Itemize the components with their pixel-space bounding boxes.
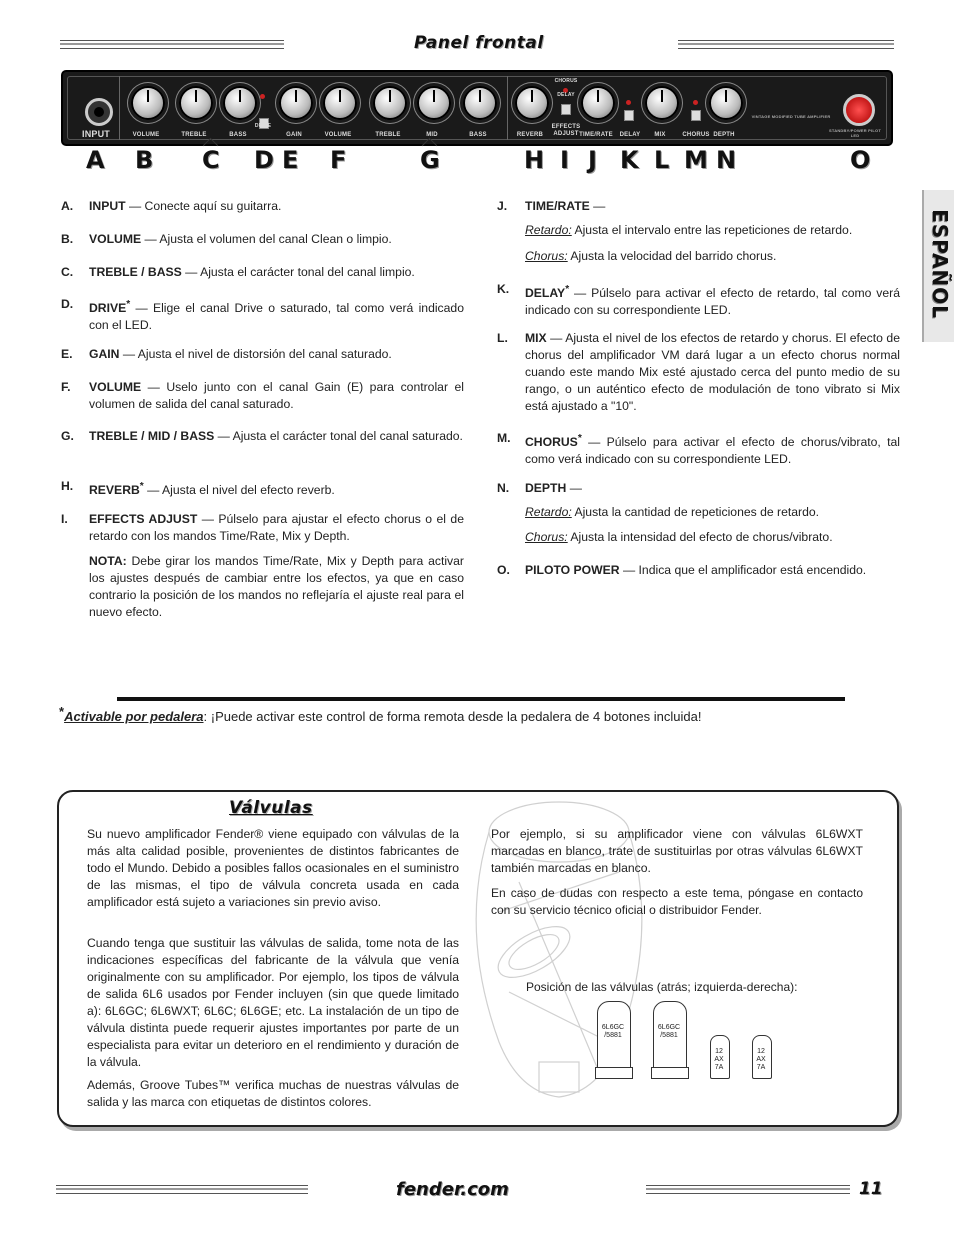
- item-name: CHORUS: [525, 435, 578, 450]
- effects-adjust-button-icon: [561, 104, 571, 115]
- callout-letter: K: [620, 146, 639, 174]
- knob-icon: [709, 86, 743, 120]
- knob-icon: [581, 86, 615, 120]
- item-key: E.: [61, 347, 73, 361]
- item-description: — Ajusta el volumen del canal Clean o limpio.: [141, 232, 392, 246]
- item-name: MIX: [525, 331, 547, 345]
- callout-letter: E: [282, 146, 299, 174]
- item-description: — Ajusta el nivel de los efectos de retardo y chorus. El efecto de chorus del amplificador VM dará lugar a un efecto chorus normal cuando este mando Mix esté ajustado cerca del punto medio de su rango, o un auténtico efecto de modulación de tono vibrato si Mix está ajustado a "10".: [525, 331, 900, 413]
- item-name: TREBLE / MID / BASS: [89, 429, 215, 443]
- callout-letter: M: [684, 146, 708, 174]
- input-label: INPUT: [82, 129, 110, 139]
- item-key: C.: [61, 265, 74, 279]
- item-key: N.: [497, 481, 510, 495]
- tubes-paragraph: Su nuevo amplificador Fender® viene equipado con válvulas de la más alta calidad posible, provenientes de distintos fabricantes de todo el Mundo. Debido a posibles fallos ocasionales en el suministro de las mismas, el tipo de válvula concreta usada en cada amplificador está sujeto a variaciones sin previo aviso.: [87, 827, 459, 909]
- callout-letter: F: [330, 146, 347, 174]
- delay-led-label: DELAY: [557, 92, 575, 98]
- knob-icon: [463, 86, 497, 120]
- knob-label: TIME/RATE: [579, 132, 613, 138]
- chorus-led-icon: [693, 100, 698, 105]
- tube-position-label: Posición de las válvulas (atrás; izquierda-derecha):: [526, 980, 798, 994]
- callout-letter: N: [716, 146, 737, 174]
- tubes-paragraph: Además, Groove Tubes™ verifica muchas de nuestras válvulas de salida y las marca con etiquetas de distintos colores.: [87, 1078, 459, 1109]
- knob-label: MIX: [654, 132, 666, 138]
- item-description: — Ajusta el nivel de distorsión del canal saturado.: [119, 347, 392, 361]
- item-name: INPUT: [89, 199, 126, 213]
- item-name: TIME/RATE: [525, 199, 590, 213]
- item-description: — Ajusta el carácter tonal del canal limpio.: [181, 265, 415, 279]
- knob-label: TREBLE: [181, 132, 207, 138]
- footpedal-star: *: [565, 284, 570, 295]
- page-number: 11: [859, 1179, 883, 1199]
- tubes-paragraph: En caso de dudas con respecto a este tema, póngase en contacto con su servicio técnico oficial o distribuidor Fender.: [491, 886, 863, 917]
- delay-button-icon: [624, 110, 634, 121]
- item-key: M.: [497, 431, 511, 445]
- knob-icon: [223, 86, 257, 120]
- item-description: —: [589, 199, 606, 213]
- knob-icon: [323, 86, 357, 120]
- tubes-paragraph: Cuando tenga que sustituir las válvulas de salida, tome nota de las indicaciones específicas del fabricante de la válvula que venía originalmente con su amplificador. Por ejemplo, los tipos de válvula de salida 6L6 usados por Fender incluyen (sin que quede limitado a): 6L6GC; 6L6WXT; 6L6C; 6L6GE; etc. La instalación de un tipo de válvula distinta puede requerir ajustes importantes por parte de un especialista para evitar un deterioro en el rendimiento y duración de la válvula.: [87, 936, 459, 1069]
- knob-label: VOLUME: [132, 132, 160, 138]
- depth-chorus: Chorus: Ajusta la intensidad del efecto de chorus/vibrato.: [525, 530, 833, 544]
- callout-letter: C: [202, 146, 220, 174]
- footpedal-star: *: [126, 299, 131, 310]
- item-key: F.: [61, 380, 71, 394]
- item-name: VOLUME: [89, 232, 142, 246]
- input-jack-icon: [85, 98, 113, 126]
- knob-label: DEPTH: [713, 132, 735, 138]
- page-title: Panel frontal: [414, 33, 544, 53]
- item-description: — Uselo junto con el canal Gain (E) para controlar el volumen de salida del canal saturado.: [89, 380, 464, 411]
- callout-letter: A: [86, 146, 105, 174]
- item-key: I.: [61, 512, 68, 526]
- footpedal-star: *: [139, 481, 144, 492]
- item-name: DELAY: [525, 286, 566, 301]
- tube-label: 6L6GC /5881: [601, 1024, 625, 1039]
- callout-letter: J: [588, 146, 597, 174]
- item-description: — Ajusta el nivel del efecto reverb.: [143, 483, 335, 498]
- item-name: EFFECTS ADJUST: [89, 512, 198, 526]
- item-name: DRIVE: [89, 301, 127, 316]
- callout-letter: O: [850, 146, 871, 174]
- callout-letter: H: [524, 146, 545, 174]
- knob-label: TREBLE: [375, 132, 401, 138]
- delay-led-icon: [626, 100, 631, 105]
- item-description: —: [566, 481, 582, 495]
- tube-label: 12 AX 7A: [714, 1048, 724, 1071]
- item-key: J.: [497, 199, 508, 213]
- item-key: H.: [61, 479, 74, 493]
- tubes-panel: [57, 790, 899, 1127]
- footer-rule-right: [646, 1185, 850, 1194]
- tube-label: 6L6GC /5881: [657, 1024, 681, 1039]
- language-tab: ESPAÑOL: [922, 190, 954, 342]
- timerate-retardo: Retardo: Ajusta el intervalo entre las repeticiones de retardo.: [525, 223, 853, 237]
- knob-label: REVERB: [516, 132, 544, 138]
- item-name: VOLUME: [89, 380, 142, 394]
- tube-label: 12 AX 7A: [756, 1048, 766, 1071]
- chorus-led-label: CHORUS: [554, 78, 578, 84]
- callout-letter: D: [254, 146, 274, 174]
- knob-label: BASS: [469, 132, 487, 138]
- item-key: L.: [497, 331, 508, 345]
- footer-site[interactable]: fender.com: [396, 1179, 509, 1200]
- item-name: REVERB: [89, 483, 140, 498]
- power-label: STANDBY/POWER PILOT LED: [829, 128, 881, 138]
- item-key: D.: [61, 297, 74, 311]
- knob-label: EFFECTS ADJUST: [551, 124, 581, 137]
- callout-letter: L: [654, 146, 670, 174]
- item-name: DEPTH: [525, 481, 567, 495]
- knob-icon: [279, 86, 313, 120]
- item-name: TREBLE / BASS: [89, 265, 182, 279]
- item-description: — Púlselo para ajustar el efecto chorus o el de retardo con los mandos Time/Rate, Mix y Depth.: [89, 512, 464, 543]
- knob-label: BASS: [229, 132, 247, 138]
- item-key: K.: [497, 282, 510, 296]
- item-description: — Púlselo para activar el efecto de chorus/vibrato, tal como verá indicado con su correspondiente LED.: [525, 435, 900, 467]
- knob-label: GAIN: [286, 132, 302, 138]
- knob-label: DELAY: [619, 132, 641, 138]
- item-key: O.: [497, 563, 510, 577]
- knob-label: VOLUME: [324, 132, 352, 138]
- amp-model-label: VINTAGE MODIFIED TUBE AMPLIFIER: [751, 114, 831, 119]
- callout-letter: I: [560, 146, 569, 174]
- header-rule-left: [60, 40, 284, 49]
- item-description: — Púlselo para activar el efecto de retardo, tal como verá indicado con su correspondiente LED.: [525, 286, 900, 318]
- item-key: A.: [61, 199, 74, 213]
- item-key: G.: [61, 429, 74, 443]
- item-description: — Ajusta el carácter tonal del canal saturado.: [214, 429, 463, 443]
- footer-rule-left: [56, 1185, 308, 1194]
- callout-letter: G: [420, 146, 440, 174]
- timerate-chorus: Chorus: Ajusta la velocidad del barrido chorus.: [525, 249, 777, 263]
- knob-icon: [645, 86, 679, 120]
- item-key: B.: [61, 232, 74, 246]
- knob-icon: [373, 86, 407, 120]
- item-description: — Elige el canal Drive o saturado, tal como verá indicado con el LED.: [89, 301, 464, 333]
- chorus-button-icon: [691, 110, 701, 121]
- knob-icon: [179, 86, 213, 120]
- footnote: *Activable por pedalera: ¡Puede activar este control de forma remota desde la pedalera de 4 botones incluida!: [59, 704, 702, 724]
- callout-letter: B: [135, 146, 154, 174]
- depth-retardo: Retardo: Ajusta la cantidad de repeticiones de retardo.: [525, 505, 820, 519]
- knob-label: CHORUS: [682, 132, 710, 138]
- header-rule-right: [678, 40, 894, 49]
- tubes-paragraph: Por ejemplo, si su amplificador viene con válvulas 6L6WXT marcadas en blanco, trate de sustituirlas por otras válvulas 6L6WXT también marcadas en blanco.: [491, 827, 863, 875]
- drive-led-icon: [260, 94, 265, 99]
- knob-icon: [131, 86, 165, 120]
- amp-front-panel: [61, 70, 893, 146]
- knob-label: DRIVE: [254, 123, 272, 129]
- item-name: GAIN: [89, 347, 120, 361]
- item-name: PILOTO POWER: [525, 563, 620, 577]
- footpedal-star: *: [577, 433, 582, 444]
- knob-icon: [515, 86, 549, 120]
- knob-label: MID: [426, 132, 438, 138]
- footnote-divider: [117, 697, 845, 701]
- knob-icon: [417, 86, 451, 120]
- power-lamp-icon: [843, 94, 875, 126]
- item-description: — Indica que el amplificador está encendido.: [619, 563, 867, 577]
- item-description: — Conecte aquí su guitarra.: [125, 199, 282, 213]
- tubes-title: Válvulas: [229, 798, 313, 818]
